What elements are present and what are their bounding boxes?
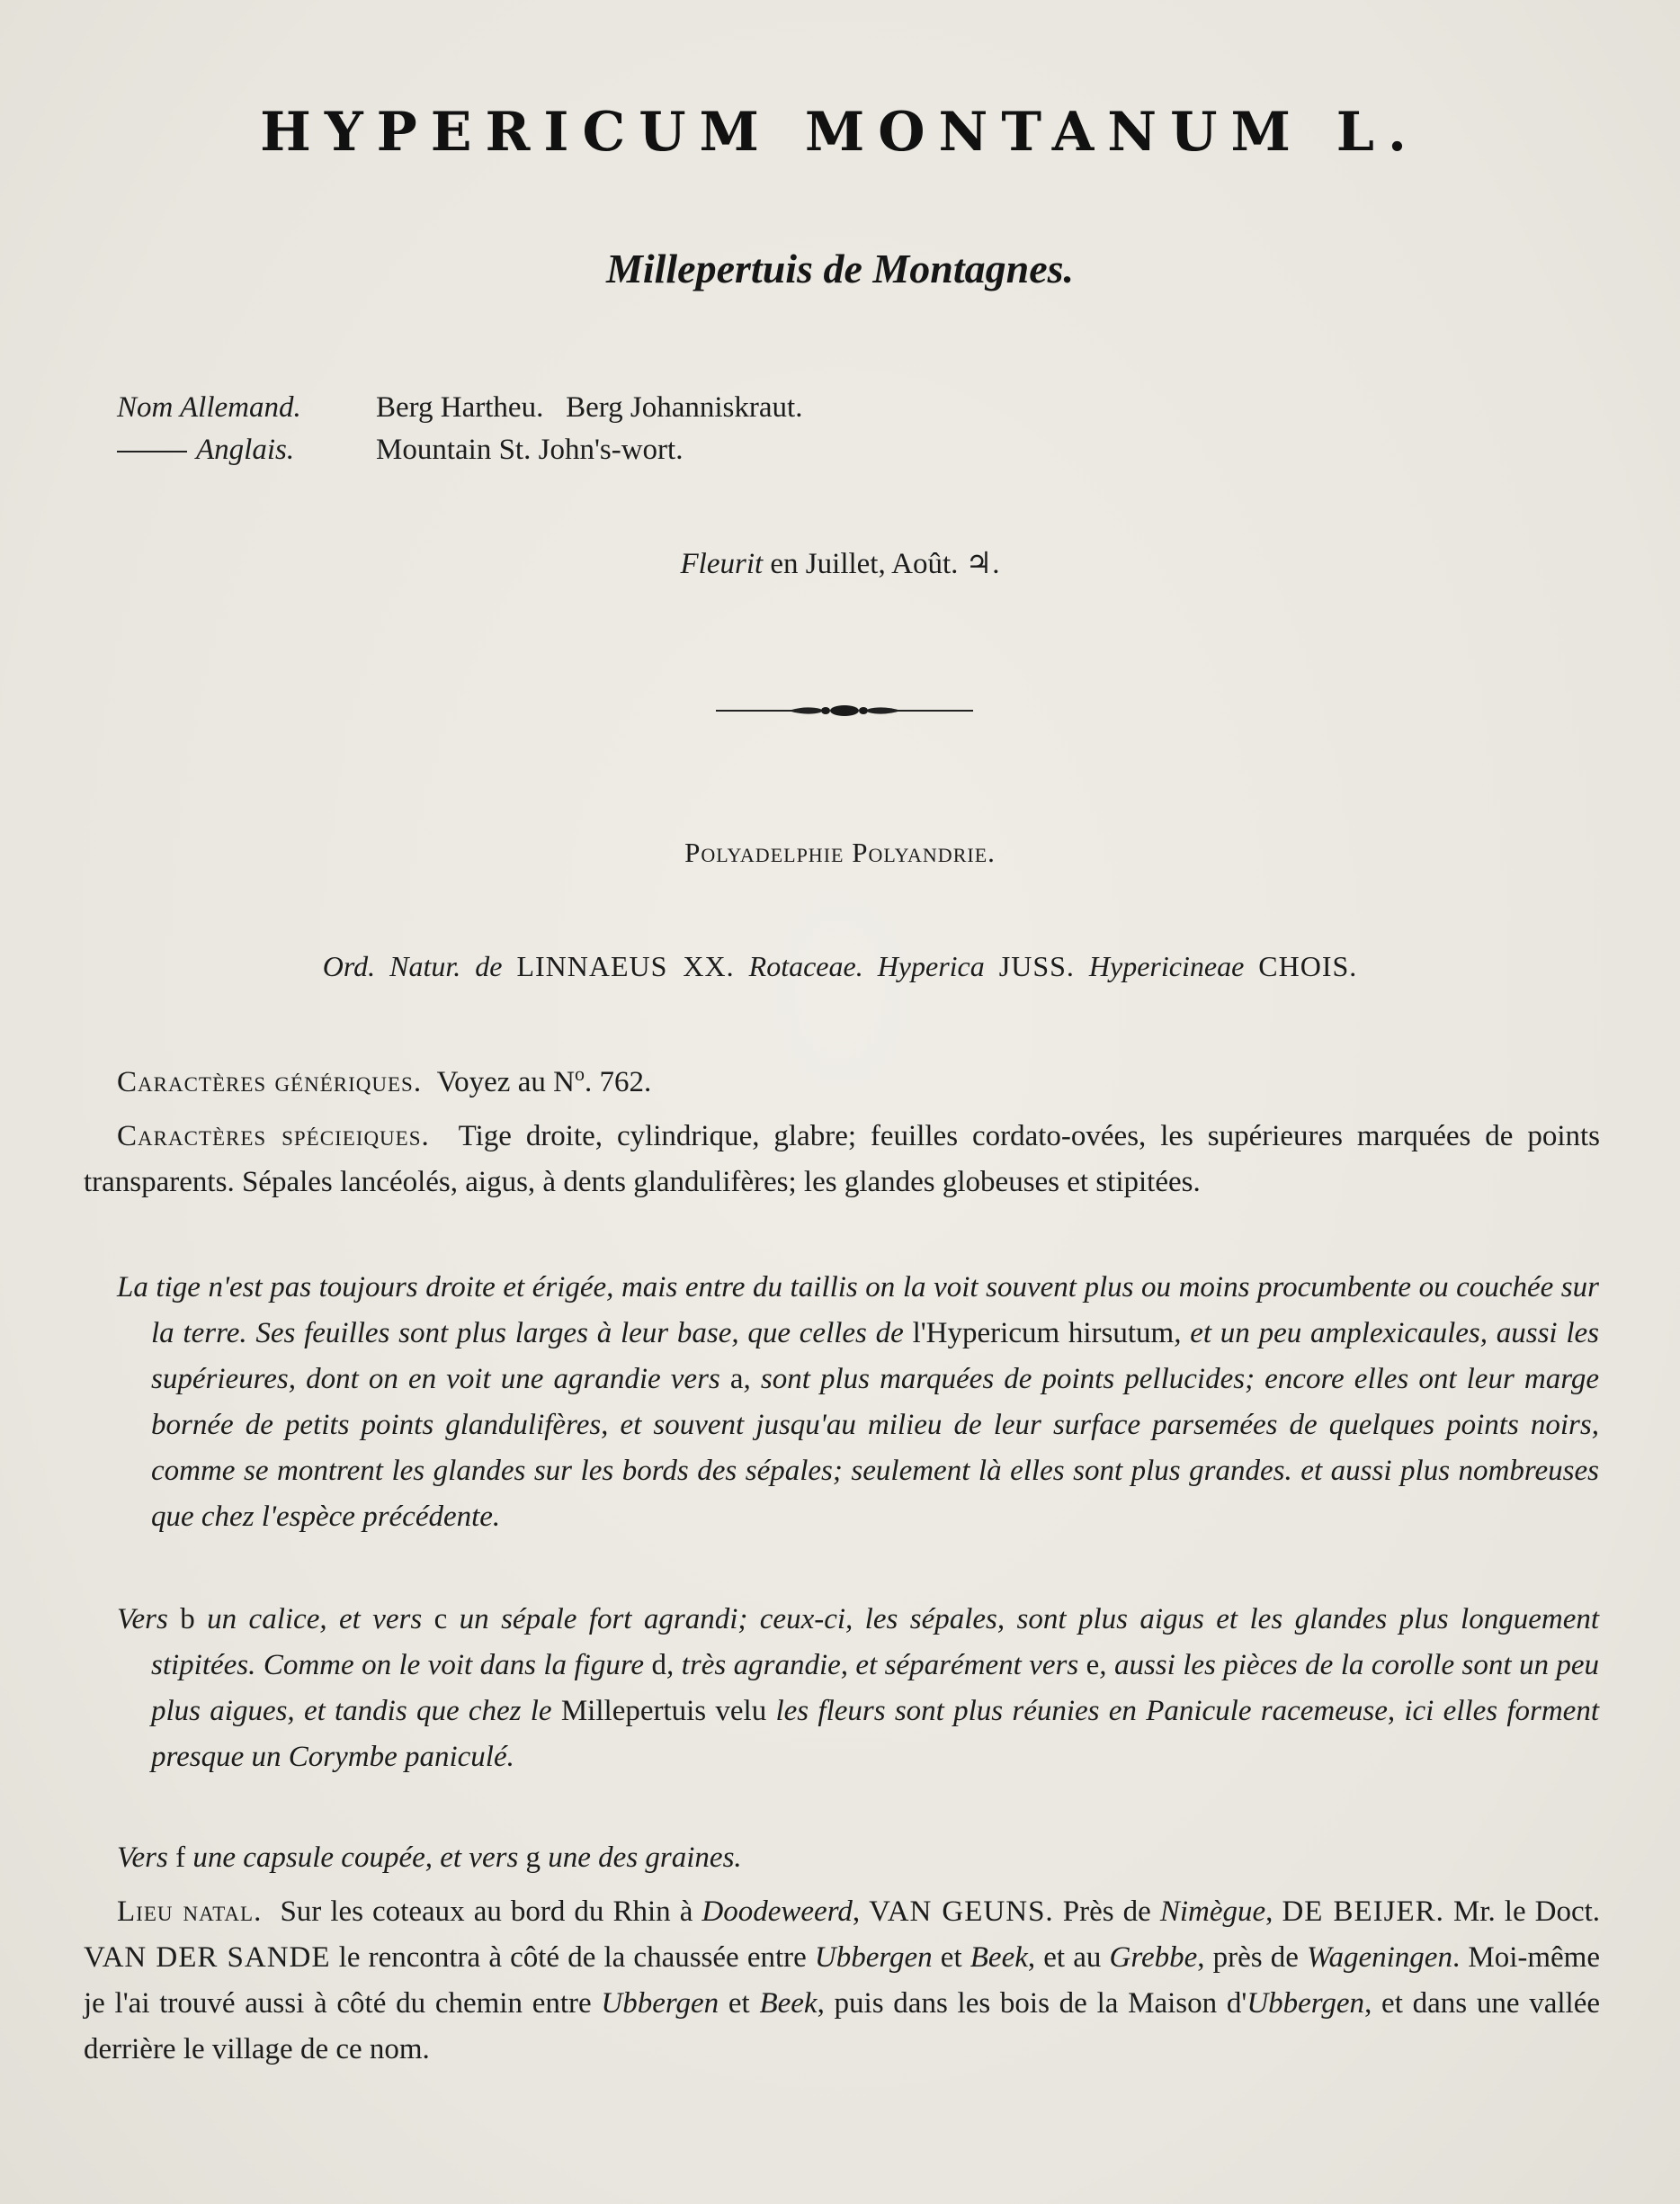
description-paragraph-2 xyxy=(117,1597,1599,1780)
habitat-place: Ubbergen xyxy=(1247,1987,1365,2020)
figure-letter-e: e xyxy=(1086,1649,1100,1681)
habitat-text: Sur les coteaux au bord du Rhin à xyxy=(280,1895,702,1928)
desc1-text-3: , sont plus marquées de points pellucides; encore elles ont leur marge bornée de petits points glandulifères, et souvent jusqu'au milieu de leur surface parsemées de quelques points noirs, comme se montrent les glandes sur les bords des sépales; seulement là elles sont plus grandes. et aussi plus nombreuses que chez l'espèce précédente. xyxy=(151,1363,1599,1533)
desc2-reference: Millepertuis velu xyxy=(560,1695,767,1727)
habitat-place: Doodeweerd xyxy=(701,1895,853,1928)
habitat-text: , puis dans les bois de la Maison d' xyxy=(817,1987,1247,2020)
habitat-place: Grebbe xyxy=(1109,1941,1198,1974)
desc3-text-2: une capsule coupée, et vers xyxy=(185,1841,526,1874)
specific-label: Caractères spécieiques. xyxy=(117,1120,430,1152)
habitat-place: Beek xyxy=(759,1987,818,2020)
generic-label: Caractères génériques. xyxy=(117,1066,423,1098)
habitat-label: Lieu natal. xyxy=(117,1895,263,1928)
order-linnaeus: LINNAEUS XX. xyxy=(516,950,735,982)
order-hypericineae: Hypericineae xyxy=(1088,950,1245,982)
habitat-text: Mr. le Doct. xyxy=(1443,1895,1601,1928)
flowering-value: en Juillet, Août. ♃. xyxy=(770,548,1000,580)
flowering-line xyxy=(0,545,1680,581)
figure-letter-f: f xyxy=(175,1841,186,1874)
german-name-value: Berg Hartheu. Berg Johanniskraut. xyxy=(376,391,803,424)
generic-sup: o xyxy=(574,1062,585,1085)
habitat-text: et xyxy=(719,1987,760,2020)
order-rotaceae: Rotaceae. xyxy=(748,950,863,982)
desc2-text-6: les fleurs sont plus réunies en Panicule racemeuse, ici elles forment presque un Corymbe paniculé. xyxy=(151,1695,1599,1773)
order-prefix: Ord. Natur. de xyxy=(322,950,503,982)
generic-text: Voyez au N xyxy=(436,1066,575,1098)
description-paragraph-3 xyxy=(117,1835,1633,1881)
habitat-text: Près de xyxy=(1053,1895,1160,1928)
habitat-text: et xyxy=(932,1941,970,1974)
habitat-paragraph xyxy=(84,1889,1600,2073)
natural-order xyxy=(0,950,1680,983)
desc1-reference: l'Hypericum hirsutum xyxy=(912,1317,1175,1349)
description-paragraph-1 xyxy=(117,1265,1599,1540)
habitat-place: Beek xyxy=(970,1941,1028,1974)
habitat-author: DE BEIJER. xyxy=(1282,1895,1444,1928)
desc1-text-1: La tige n'est pas toujours droite et érigée, mais entre du taillis on la voit souvent plus ou moins procumbente ou couchée sur la terre. Ses feuilles sont plus larges à leur base, que celles de xyxy=(117,1271,1599,1349)
habitat-text: . Moi-même je l'ai trouvé aussi à côté du chemin entre xyxy=(84,1941,1600,2020)
german-name-label: Nom Allemand. xyxy=(117,391,301,424)
habitat-author: VAN GEUNS. xyxy=(869,1895,1054,1928)
habitat-author: VAN DER SANDE xyxy=(84,1941,331,1974)
figure-letter-d: d xyxy=(651,1649,667,1681)
habitat-text: , xyxy=(852,1895,870,1928)
desc3-text-3: une des graines. xyxy=(541,1841,742,1874)
ditto-dash xyxy=(117,451,187,452)
page-title: HYPERICUM MONTANUM L. xyxy=(260,101,1420,164)
desc2-text-5: , aussi les pièces de la corolle sont un peu plus aigues, et tandis que chez le xyxy=(151,1649,1600,1727)
specific-characters xyxy=(84,1114,1600,1205)
linnaean-class: Polyadelphie Polyandrie. xyxy=(684,837,996,868)
habitat-place: Wageningen xyxy=(1307,1941,1452,1974)
desc3-text-1: Vers xyxy=(117,1841,176,1874)
habitat-text: , et au xyxy=(1027,1941,1110,1974)
habitat-text: le rencontra à côté de la chaussée entre xyxy=(330,1941,815,1974)
desc2-text-4: , très agrandie, et séparément vers xyxy=(666,1649,1086,1681)
habitat-text: , xyxy=(1265,1895,1282,1928)
figure-letter-g: g xyxy=(525,1841,541,1874)
desc1-text-2: , et un peu amplexicaules, aussi les supérieures, dont on en voit une agrandie vers xyxy=(151,1317,1600,1395)
generic-characters xyxy=(117,1060,1633,1106)
figure-letter-a: a xyxy=(729,1363,744,1395)
habitat-place: Ubbergen xyxy=(601,1987,719,2020)
flowering-label: Fleurit xyxy=(680,548,764,580)
figure-letter-b: b xyxy=(180,1603,195,1635)
german-name-row xyxy=(117,387,802,429)
english-name-label: Anglais. xyxy=(196,434,295,466)
common-names xyxy=(117,387,802,471)
english-name-value: Mountain St. John's-wort. xyxy=(376,434,684,466)
desc2-text-2: un calice, et vers xyxy=(194,1603,434,1635)
desc2-text-3: un sépale fort agrandi; ceux-ci, les sépales, sont plus aigus et les glandes plus longuement stipitées. Comme on le voit dans la figure xyxy=(151,1603,1600,1681)
habitat-text: , près de xyxy=(1197,1941,1308,1974)
page-subtitle: Millepertuis de Montagnes. xyxy=(605,246,1075,291)
figure-letter-c: c xyxy=(433,1603,448,1635)
order-chois: CHOIS. xyxy=(1258,950,1358,982)
habitat-text: , et dans une vallée derrière le village de ce nom. xyxy=(84,1987,1600,2065)
ornament-divider xyxy=(716,697,973,724)
specific-text: Tige droite, cylindrique, glabre; feuilles cordato-ovées, les supérieures marquées de points transparents. Sépales lancéolés, aigus, à dents glandulifères; les glandes globeuses et stipitées. xyxy=(84,1120,1601,1198)
order-hyperica: Hyperica xyxy=(877,950,985,982)
desc2-text-1: Vers xyxy=(117,1603,181,1635)
habitat-place: Ubbergen xyxy=(814,1941,933,1974)
habitat-place: Nimègue xyxy=(1159,1895,1266,1928)
generic-number: . 762. xyxy=(584,1066,652,1098)
english-name-row xyxy=(117,429,802,471)
order-juss: JUSS. xyxy=(998,950,1075,982)
